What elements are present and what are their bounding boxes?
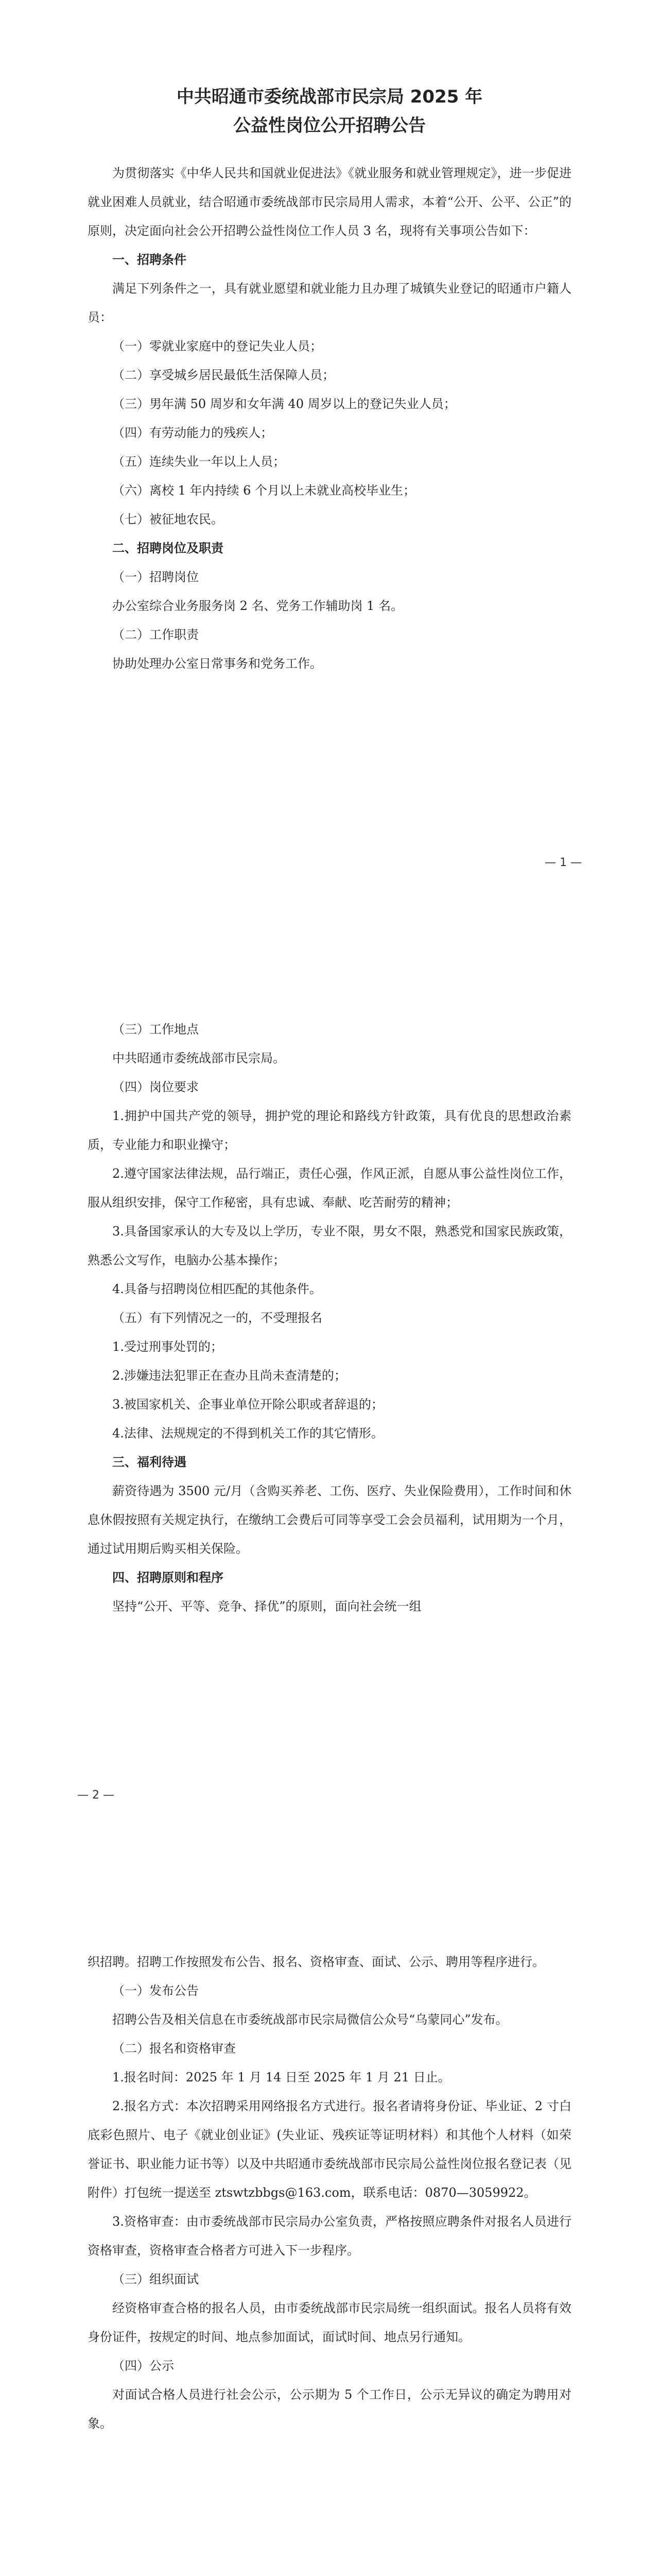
duties-text: 协助处理办公室日常事务和党务工作。 [112,656,322,671]
subsection-heading: （二）报名和资格审查 [112,2041,236,2056]
benefits-text: 薪资待遇为 3500 元/月（含购买养老、工伤、医疗、失业保险费用），工作时间和休息休假按照有关规定执行，在缴纳工会费后可同等享受工会会员福利，试用期为一个月，通过试用期后购买相关保险。 [88,1484,571,1556]
condition-item: （六）离校 1 年内持续 6 个月以上未就业高校毕业生； [112,483,416,498]
principles-continued: 织招聘。招聘工作按照发布公告、报名、资格审查、面试、公示、聘用等程序进行。 [88,1955,545,1969]
document-title [88,82,571,140]
announcement-text: 招聘公告及相关信息在市委统战部市民宗局微信公众号“乌蒙同心”发布。 [112,2012,508,2027]
workplace-text: 中共昭通市委统战部市民宗局。 [112,1051,285,1065]
page-number: — 1 — [545,856,582,869]
exclusion-item: 1.受过刑事处罚的； [112,1340,223,1354]
subsection-heading: （四）岗位要求 [112,1080,199,1094]
section-4-heading: 四、招聘原则和程序 [112,1570,223,1585]
title-line-2: 公益性岗位公开招聘公告 [233,115,426,136]
condition-item: （七）被征地农民。 [112,512,223,527]
registration-item: 3.资格审查：由市委统战部市民宗局办公室负责，严格按照应聘条件对报名人员进行资格审查，资格审查合格者方可进入下一步程序。 [88,2214,571,2258]
subsection-heading: （五）有下列情况之一的，不受理报名 [112,1311,322,1325]
registration-item: 1.报名时间：2025 年 1 月 14 日至 2025 年 1 月 21 日止。 [112,2070,450,2084]
interview-text: 经资格审查合格的报名人员，由市委统战部市民宗局统一组织面试。报名人员将有效身份证件，按规定的时间、地点参加面试，面试时间、地点另行通知。 [88,2301,571,2344]
principles-text: 坚持“公开、平等、竞争、择优”的原则，面向社会统一组 [112,1599,422,1614]
subsection-heading: （三）组织面试 [112,2272,199,2286]
document-page-2 [0,933,659,1865]
document-page-1 [0,0,659,933]
subsection-heading: （一）发布公告 [112,1984,199,1998]
requirement-item: 3.具备国家承认的大专及以上学历，专业不限，男女不限，熟悉党和国家民族政策，熟悉公文写作，电脑办公基本操作； [88,1224,571,1267]
section-1-heading: 一、招聘条件 [112,252,186,267]
condition-item: （二）享受城乡居民最低生活保障人员； [112,368,335,382]
registration-item: 2.报名方式：本次招聘采用网络报名方式进行。报名者请将身份证、毕业证、2 寸白底彩色照片、电子《就业创业证》(失业证、残疾证等证明材料）和其他个人材料（如荣誉证书、职业能力证书等）以及中共昭通市委统战部市民宗局公益性岗位报名登记表（见附件）打包统一提送至 ztswtzbbgs@163.com，联系电话：0870—3059922。 [88,2099,571,2200]
condition-item: （五）连续失业一年以上人员； [112,454,285,469]
condition-item: （一）零就业家庭中的登记失业人员； [112,339,322,353]
section-3-heading: 三、福利待遇 [112,1455,186,1469]
title-line-1: 中共昭通市委统战部市民宗局 2025 年 [176,87,483,107]
positions-text: 办公室综合业务服务岗 2 名、党务工作辅助岗 1 名。 [112,599,404,613]
exclusion-item: 2.涉嫌违法犯罪正在查办且尚未查清楚的； [112,1368,346,1383]
intro-paragraph: 为贯彻落实《中华人民共和国就业促进法》《就业服务和就业管理规定》，进一步促进就业困难人员就业，结合昭通市委统战部市民宗局用人需求，本着“公开、公平、公正”的原则，决定面向社会公开招聘公益性岗位工作人员 3 名，现将有关事项公告如下： [88,166,571,238]
subsection-heading: （四）公示 [112,2359,174,2373]
requirement-item: 4.具备与招聘岗位相匹配的其他条件。 [112,1282,322,1296]
condition-item: （四）有劳动能力的残疾人； [112,426,273,440]
subsection-heading: （一）招聘岗位 [112,570,199,584]
page-number: — 2 — [77,1789,114,1802]
condition-item: （三）男年满 50 周岁和女年满 40 周岁以上的登记失业人员； [112,397,456,411]
requirement-item: 1.拥护中国共产党的领导，拥护党的理论和路线方针政策，具有优良的思想政治素质，专业能力和职业操守； [88,1109,571,1152]
section-1-intro: 满足下列条件之一，具有就业愿望和就业能力且办理了城镇失业登记的昭通市户籍人员： [88,281,571,325]
document-page-3 [0,1865,659,2576]
publicity-text: 对面试合格人员进行社会公示，公示期为 5 个工作日，公示无异议的确定为聘用对象。 [88,2387,571,2431]
exclusion-item: 4.法律、法规规定的不得到机关工作的其它情形。 [112,1426,384,1440]
subsection-heading: （二）工作职责 [112,628,199,642]
requirement-item: 2.遵守国家法律法规，品行端正，责任心强，作风正派，自愿从事公益性岗位工作，服从组织安排，保守工作秘密，具有忠诚、奉献、吃苦耐劳的精神； [88,1166,571,1210]
exclusion-item: 3.被国家机关、企事业单位开除公职或者辞退的； [112,1397,384,1412]
section-2-heading: 二、招聘岗位及职责 [112,541,223,555]
subsection-heading: （三）工作地点 [112,1022,199,1037]
